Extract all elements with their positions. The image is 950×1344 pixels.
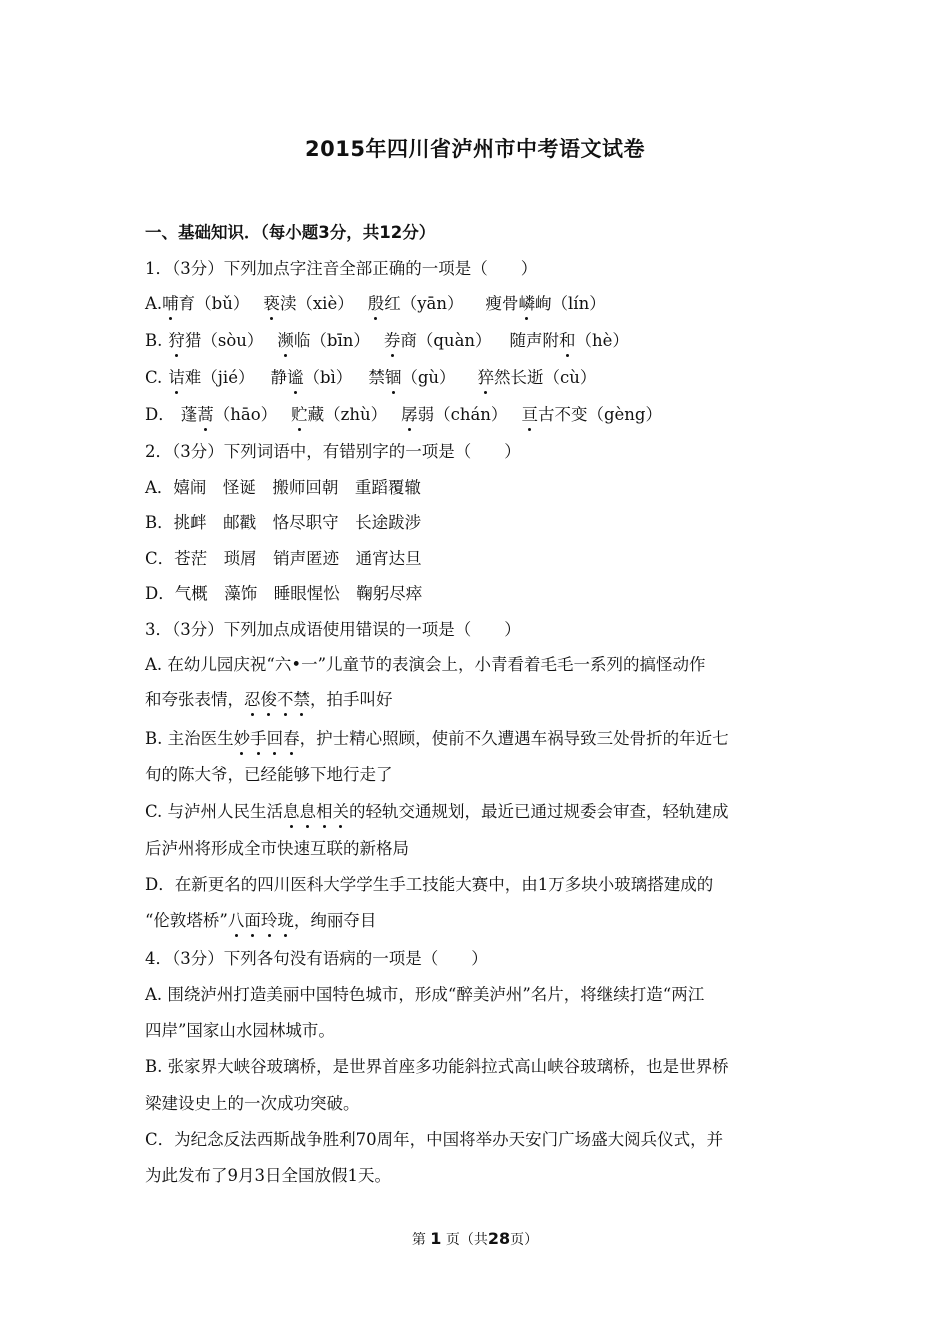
q3-option-b-line1: B. 主治医生妙手回春，护士精心照顾，使前不久遭遇车祸导致三处骨折的年近七: [145, 727, 729, 751]
q2-option-c: C．苍茫 琐屑 销声匿迹 通宵达旦: [145, 549, 422, 568]
q4-option-b-line1: B. 张家界大峡谷玻璃桥，是世界首座多功能斜拉式高山峡谷玻璃桥，也是世界桥: [145, 1057, 729, 1076]
q4-option-a-line1: A. 围绕泸州打造美丽中国特色城市，形成“醉美泸州”名片，将继续打造“两江: [145, 985, 705, 1004]
q4-option-a-line2: 四岸”国家山水园林城市。: [145, 1021, 335, 1040]
q3-option-d-line1: D．在新更名的四川医科大学学生手工技能大赛中，由1万多块小玻璃搭建成的: [145, 875, 714, 894]
q3-option-c-line1: C. 与泸州人民生活息息相关的轻轨交通规划，最近已通过规委会审查，轻轨建成: [145, 800, 729, 824]
total-page-number: 28: [487, 1229, 511, 1248]
q1-option-c: C. 诘难（jié） 静谧（bì） 禁锢（gù） 猝然长逝（cù）: [145, 366, 596, 390]
q2-option-d: D．气概 藻饰 睡眼惺忪 鞠躬尽瘁: [145, 584, 423, 603]
q4-stem: 4．（3分）下列各句没有语病的一项是（ ）: [145, 949, 488, 968]
q3-option-c-line2: 后泸州将形成全市快速互联的新格局: [145, 839, 409, 858]
q2-stem: 2．（3分）下列词语中，有错别字的一项是（ ）: [145, 442, 521, 461]
q1-stem: 1．（3分）下列加点字注音全部正确的一项是（ ）: [145, 259, 538, 278]
q3-option-a-line2: 和夸张表情，忍俊不禁，拍手叫好: [145, 688, 393, 712]
q4-option-b-line2: 梁建设史上的一次成功突破。: [145, 1094, 360, 1113]
q3-option-b-line2: 旬的陈大爷，已经能够下地行走了: [145, 765, 393, 784]
exam-title: 2015年四川省泸州市中考语文试卷: [305, 137, 645, 161]
q1-option-b: B. 狩猎（sòu） 濒临（bīn） 券商（quàn） 随声附和（hè）: [145, 329, 629, 353]
q3-option-a-line1: A. 在幼儿园庆祝“六•一”儿童节的表演会上，小青看着毛毛一系列的搞怪动作: [145, 655, 706, 674]
q4-option-c-line1: C．为纪念反法西斯战争胜利70周年，中国将举办天安门广场盛大阅兵仪式，并: [145, 1130, 724, 1149]
q1-option-d: D． 蓬蒿（hāo） 贮藏（zhù） 孱弱（chán） 亘古不变（gèng）: [145, 403, 662, 427]
current-page-number: 1: [430, 1229, 442, 1248]
q2-option-b: B．挑衅 邮戳 恪尽职守 长途跋涉: [145, 513, 422, 532]
section-heading: 一、基础知识．（每小题3分，共12分）: [145, 223, 436, 242]
q1-option-a: A.哺育（bǔ） 亵渎（xiè） 殷红（yān） 瘦骨嶙峋（lín）: [145, 292, 606, 316]
q2-option-a: A．嬉闹 怪诞 搬师回朝 重蹈覆辙: [145, 478, 421, 497]
q4-option-c-line2: 为此发布了9月3日全国放假1天。: [145, 1166, 391, 1185]
page-footer: 第 1 页（共28页）: [411, 1229, 539, 1248]
q3-stem: 3．（3分）下列加点成语使用错误的一项是（ ）: [145, 620, 521, 639]
q3-option-d-line2: “伦敦塔桥”八面玲珑，绚丽夺目: [145, 909, 376, 933]
